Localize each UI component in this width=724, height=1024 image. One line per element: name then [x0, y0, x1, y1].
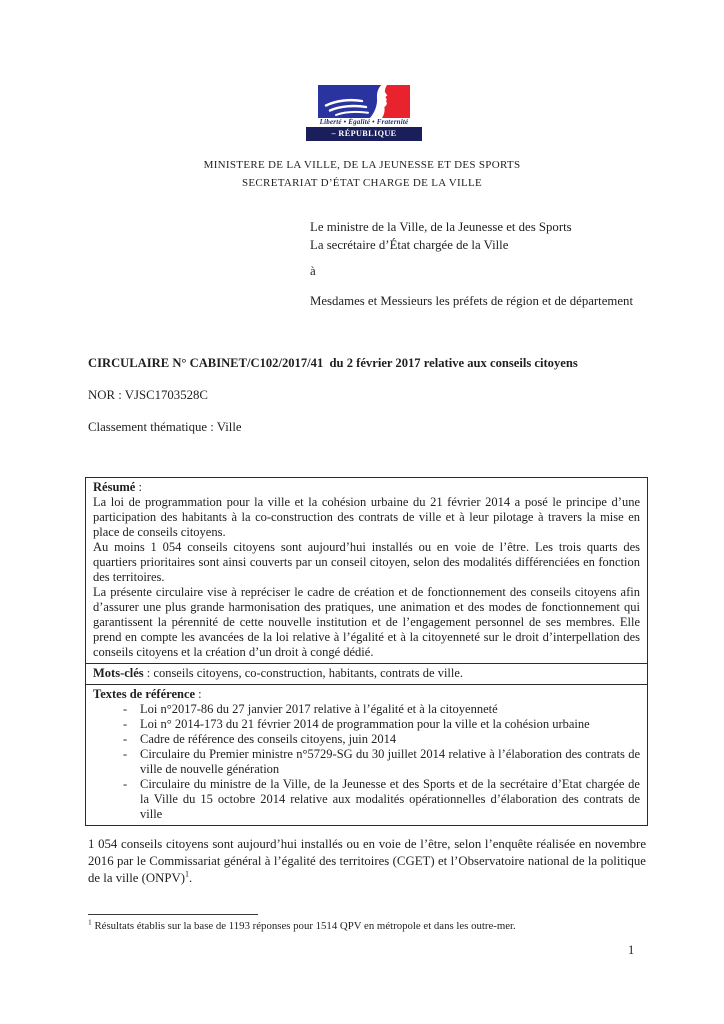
resume-paragraph: La loi de programmation pour la ville et la cohésion urbaine du 21 février 2014 a posé le principe d’une participation des habitants à la co-construction des contrats de ville et à leur pilotage à travers la mise en place de conseils citoyens.: [93, 495, 640, 539]
keywords-section: [86, 663, 647, 685]
references-section: [86, 685, 647, 825]
thematic-classification: Classement thématique : Ville: [88, 420, 242, 434]
resume-label: Résumé :: [93, 480, 142, 494]
sender-line-1: Le ministre de la Ville, de la Jeunesse et des Sports: [310, 220, 572, 234]
references-label: Textes de référence :: [93, 687, 202, 701]
footnote-text: $^1$ Résultats établis sur la base de 1193 réponses pour 1514 QPV en métropole et dans les outre-mer.: [88, 917, 516, 932]
circular-title: CIRCULAIRE N° CABINET/C102/2017/41 du 2 février 2017 relative aux conseils citoyens: [88, 356, 578, 370]
logo-republique-band: – RÉPUBLIQUE FRANÇAISE: [306, 127, 422, 141]
reference-item: - Cadre de référence des conseils citoyens, juin 2014: [93, 732, 640, 747]
footnote-divider: [88, 914, 258, 915]
sender-line-2: La secrétaire d’État chargée de la Ville: [310, 238, 509, 252]
marianne-flag-icon: [318, 85, 410, 118]
secretariat-title: SECRETARIAT D’ÉTAT CHARGE DE LA VILLE: [241, 177, 483, 189]
addressee-connector: à: [310, 264, 316, 278]
resume-paragraph: La présente circulaire vise à repréciser le cadre de création et de fonctionnement des conseils citoyens afin d’assurer une plus grande harmonisation des pratiques, une animation et des modes de fonctionnement qui garantissent la pérennité de cette nouvelle institution et de l’engagement personnel de ses membres. Elle prend en compte les avancées de la loi relative à l’égalité et à la citoyenneté sur le droit d’interpellation des conseils citoyens et la création d’un droit à congé dédié.: [93, 585, 640, 659]
page-number: 1: [628, 943, 635, 957]
reference-item: - Circulaire du ministre de la Ville, de la Jeunesse et des Sports et de la secrétaire d’Etat chargée de la Ville du 15 octobre 2014 relative aux modalités opérationnelles d’élaboration des contrats de ville: [93, 777, 640, 822]
summary-table: [85, 477, 648, 826]
footnote-marker: 1: [88, 917, 92, 927]
logo-motto: Liberté • Égalité • Fraternité: [319, 118, 409, 126]
reference-item: - Circulaire du Premier ministre n°5729-SG du 30 juillet 2014 relative à l’élaboration des contrats de ville de nouvelle génération: [93, 747, 640, 777]
resume-paragraph: Au moins 1 054 conseils citoyens sont aujourd’hui installés ou en voie de l’être. Les trois quarts des quartiers prioritaires sont ainsi couverts par un conseil citoyen, selon des modalités différenciées en fonction des territoires.: [93, 540, 640, 584]
resume-paragraphs: [93, 495, 640, 660]
nor-number: NOR : VJSC1703528C: [88, 388, 208, 402]
footnote-reference: 1: [185, 869, 190, 879]
body-paragraph: 1 054 conseils citoyens sont aujourd’hui installés ou en voie de l’être, selon l’enquête réalisée en novembre 2016 par le Commissariat général à l’égalité des territoires (CGET) et l’Observatoire national de la politique de la ville (ONPV)$^1$.: [88, 837, 646, 885]
keywords-label: Mots-clés: [93, 666, 144, 680]
french-republic-logo: [318, 85, 410, 118]
resume-section: [86, 478, 647, 663]
ministry-title: MINISTERE DE LA VILLE, DE LA JEUNESSE ET DES SPORTS: [203, 159, 521, 171]
reference-item: - Loi n° 2014-173 du 21 février 2014 de programmation pour la ville et la cohésion urbaine: [93, 717, 640, 732]
reference-item: - Loi n°2017-86 du 27 janvier 2017 relative à l’égalité et à la citoyenneté: [93, 702, 640, 717]
keywords-text: : conseils citoyens, co-construction, habitants, contrats de ville.: [143, 666, 464, 680]
references-list: [93, 702, 640, 822]
recipient-line: Mesdames et Messieurs les préfets de région et de département: [310, 294, 634, 308]
